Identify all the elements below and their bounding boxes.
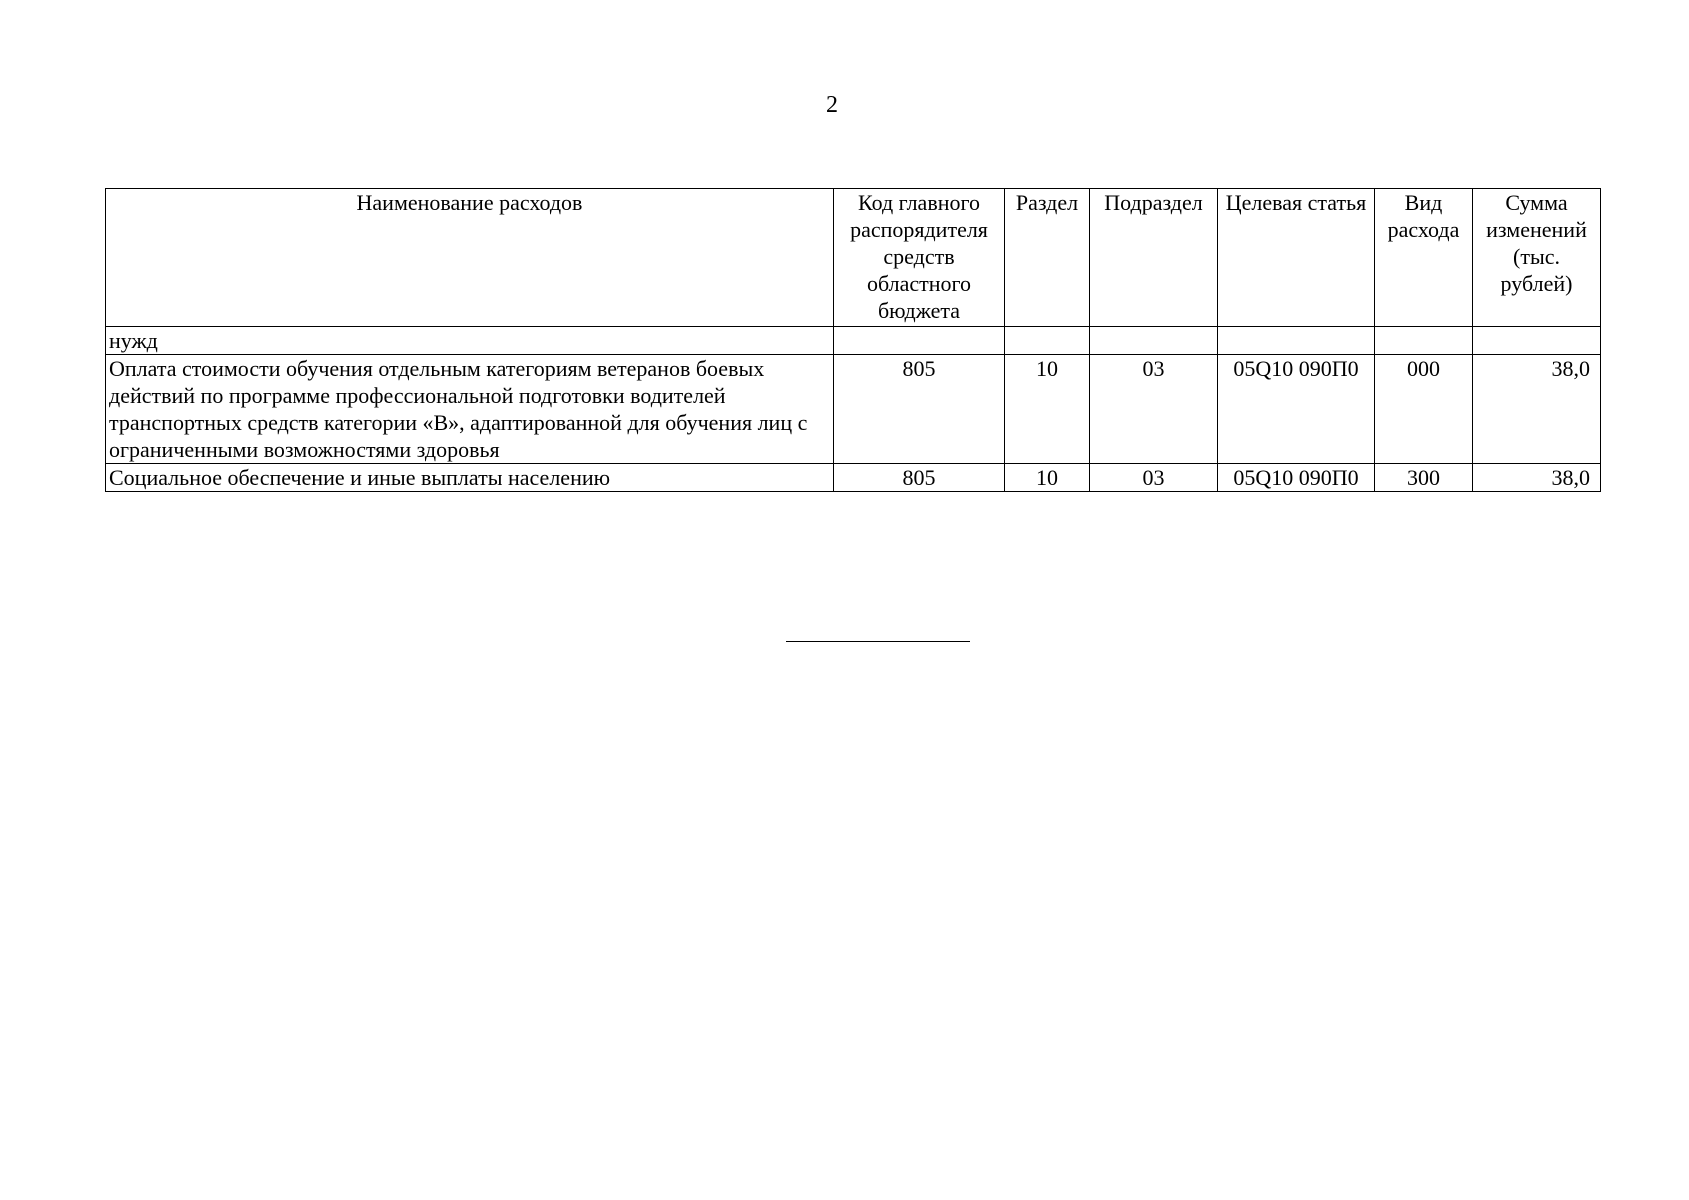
header-name: Наименование расходов bbox=[106, 189, 834, 327]
cell-target bbox=[1218, 327, 1375, 355]
cell-sum: 38,0 bbox=[1473, 355, 1601, 464]
cell-subsection: 03 bbox=[1090, 464, 1218, 492]
cell-section: 10 bbox=[1005, 464, 1090, 492]
cell-section: 10 bbox=[1005, 355, 1090, 464]
cell-code bbox=[834, 327, 1005, 355]
table-row bbox=[106, 464, 1601, 492]
header-subsection: Подраздел bbox=[1090, 189, 1218, 327]
end-separator-line bbox=[786, 641, 970, 642]
header-section: Раздел bbox=[1005, 189, 1090, 327]
table-row bbox=[106, 327, 1601, 355]
table-header-row bbox=[106, 189, 1601, 327]
page-number: 2 bbox=[826, 92, 838, 118]
cell-section bbox=[1005, 327, 1090, 355]
cell-code: 805 bbox=[834, 355, 1005, 464]
cell-subsection: 03 bbox=[1090, 355, 1218, 464]
cell-name: Социальное обеспечение и иные выплаты населению bbox=[106, 464, 834, 492]
header-code: Код главного распорядителя средств областного бюджета bbox=[834, 189, 1005, 327]
cell-name: Оплата стоимости обучения отдельным категориям ветеранов боевых действий по программе профессиональной подготовки водителей транспортных средств категории «В», адаптированной для обучения лиц с ограниченными возможностями здоровья bbox=[106, 355, 834, 464]
cell-kind: 000 bbox=[1375, 355, 1473, 464]
table-row bbox=[106, 355, 1601, 464]
cell-name: нужд bbox=[106, 327, 834, 355]
cell-code: 805 bbox=[834, 464, 1005, 492]
cell-target: 05Q10 090П0 bbox=[1218, 464, 1375, 492]
header-kind: Вид расхода bbox=[1375, 189, 1473, 327]
cell-kind bbox=[1375, 327, 1473, 355]
header-sum: Сумма изменений (тыс. рублей) bbox=[1473, 189, 1601, 327]
budget-changes-table bbox=[105, 188, 1601, 492]
cell-kind: 300 bbox=[1375, 464, 1473, 492]
cell-sum: 38,0 bbox=[1473, 464, 1601, 492]
header-target: Целевая статья bbox=[1218, 189, 1375, 327]
cell-subsection bbox=[1090, 327, 1218, 355]
cell-sum bbox=[1473, 327, 1601, 355]
cell-target: 05Q10 090П0 bbox=[1218, 355, 1375, 464]
